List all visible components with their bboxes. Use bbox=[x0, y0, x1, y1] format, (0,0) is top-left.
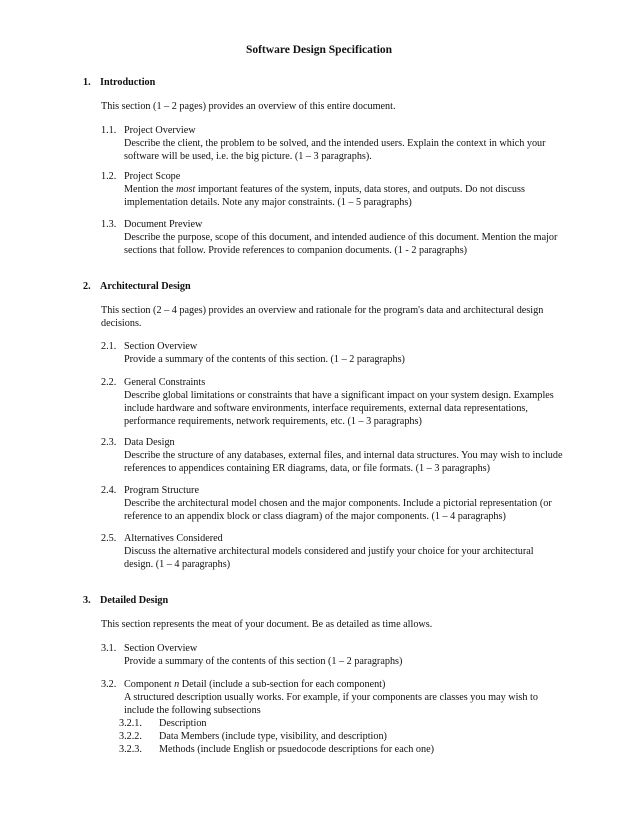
subsection-project-overview bbox=[101, 124, 563, 163]
section-number: 1. bbox=[83, 77, 91, 88]
subsection-number: 2.4. bbox=[101, 485, 117, 496]
section-intro: This section (2 – 4 pages) provides an overview and rationale for the program's data and architectural design decisions. bbox=[101, 305, 544, 329]
subsection-number: 2.5. bbox=[101, 533, 117, 544]
subsection-project-scope bbox=[101, 170, 563, 209]
subsection-body: Describe the structure of any databases, external files, and internal data structures. You may wish to include references to appendices containing ER diagrams, data, or file formats. (1 – 3 paragraphs) bbox=[124, 450, 563, 474]
list-item-number: 3.2.3. bbox=[119, 744, 142, 755]
subsection-component-detail bbox=[101, 678, 563, 756]
list-item bbox=[119, 730, 563, 743]
document-title: Software Design Specification bbox=[245, 44, 393, 56]
list-item-text: Data Members (include type, visibility, and description) bbox=[159, 731, 387, 742]
section-number: 2. bbox=[83, 281, 91, 292]
subsection-body: Discuss the alternative architectural models considered and justify your choice for your architectural design. (1 – 4 paragraphs) bbox=[124, 546, 534, 570]
subsection-body: Provide a summary of the contents of this section (1 – 2 paragraphs) bbox=[124, 656, 403, 667]
subsection-title: Component n Detail (include a sub-section for each component) bbox=[124, 679, 386, 690]
section-heading-detailed-design bbox=[83, 594, 563, 607]
subsection-general-constraints bbox=[101, 376, 563, 428]
section-title: Introduction bbox=[100, 77, 156, 88]
section-heading-introduction bbox=[83, 76, 563, 89]
subsection-title: Project Overview bbox=[124, 125, 196, 136]
emphasis-text: most bbox=[176, 184, 196, 195]
section-number: 3. bbox=[83, 595, 91, 606]
subsection-body: Provide a summary of the contents of this section. (1 – 2 paragraphs) bbox=[124, 354, 405, 365]
subsection-title: Document Preview bbox=[124, 219, 203, 230]
subsection-number: 1.1. bbox=[101, 125, 117, 136]
subsection-program-structure bbox=[101, 484, 563, 523]
list-item bbox=[119, 717, 563, 730]
subsection-body: Describe the architectural model chosen and the major components. Include a pictorial representation (or reference to an appendix block or class diagram) of the major components. (1 – 4 paragraphs) bbox=[124, 498, 552, 522]
subsection-title: Alternatives Considered bbox=[124, 533, 223, 544]
subsection-document-preview bbox=[101, 218, 563, 257]
list-item-text: Methods (include English or psuedocode descriptions for each one) bbox=[159, 744, 434, 755]
subsection-number: 2.2. bbox=[101, 377, 117, 388]
subsection-number: 2.1. bbox=[101, 341, 117, 352]
subsection-title: Section Overview bbox=[124, 643, 198, 654]
subsection-section-overview bbox=[101, 340, 563, 366]
list-item bbox=[119, 743, 563, 756]
subsection-section-overview bbox=[101, 642, 563, 668]
subsection-number: 3.1. bbox=[101, 643, 117, 654]
subsection-title: General Constraints bbox=[124, 377, 206, 388]
subsection-number: 3.2. bbox=[101, 679, 117, 690]
emphasis-text: n bbox=[174, 679, 180, 690]
section-intro: This section (1 – 2 pages) provides an overview of this entire document. bbox=[101, 101, 396, 112]
subsection-body: A structured description usually works. For example, if your components are classes you may wish to include the following subsections bbox=[124, 692, 538, 716]
list-item-number: 3.2.1. bbox=[119, 718, 142, 729]
section-title: Detailed Design bbox=[100, 595, 169, 606]
subsection-body: Describe the client, the problem to be solved, and the intended users. Explain the context in which your software will be used, i.e. the big picture. (1 – 3 paragraphs). bbox=[124, 138, 546, 162]
subsection-number: 1.3. bbox=[101, 219, 117, 230]
subsection-number: 2.3. bbox=[101, 437, 117, 448]
subsection-body: Mention the most important features of the system, inputs, data stores, and outputs. Do not discuss implementation details. Note any major constraints. (1 – 5 paragraphs) bbox=[124, 184, 525, 208]
subsection-number: 1.2. bbox=[101, 171, 117, 182]
subsection-body: Describe the purpose, scope of this document, and intended audience of this document. Mention the major sections that follow. Provide references to companion documents. (1 - 2 paragraphs) bbox=[124, 232, 558, 256]
subsection-title: Project Scope bbox=[124, 171, 181, 182]
subsection-alternatives-considered bbox=[101, 532, 563, 571]
list-item-text: Description bbox=[159, 718, 207, 729]
section-title: Architectural Design bbox=[100, 281, 191, 292]
subsection-title: Data Design bbox=[124, 437, 175, 448]
list-item-number: 3.2.2. bbox=[119, 731, 142, 742]
subsection-data-design bbox=[101, 436, 563, 475]
subsection-title: Section Overview bbox=[124, 341, 198, 352]
section-heading-architectural-design bbox=[83, 280, 563, 293]
subsection-body: Describe global limitations or constraints that have a significant impact on your system design. Examples include hardware and software environments, interface requirements, external data representations, performance requirements, network requirements, etc. (1 – 3 paragraphs) bbox=[124, 390, 554, 427]
section-intro: This section represents the meat of your document. Be as detailed as time allows. bbox=[101, 619, 433, 630]
subsection-title: Program Structure bbox=[124, 485, 199, 496]
